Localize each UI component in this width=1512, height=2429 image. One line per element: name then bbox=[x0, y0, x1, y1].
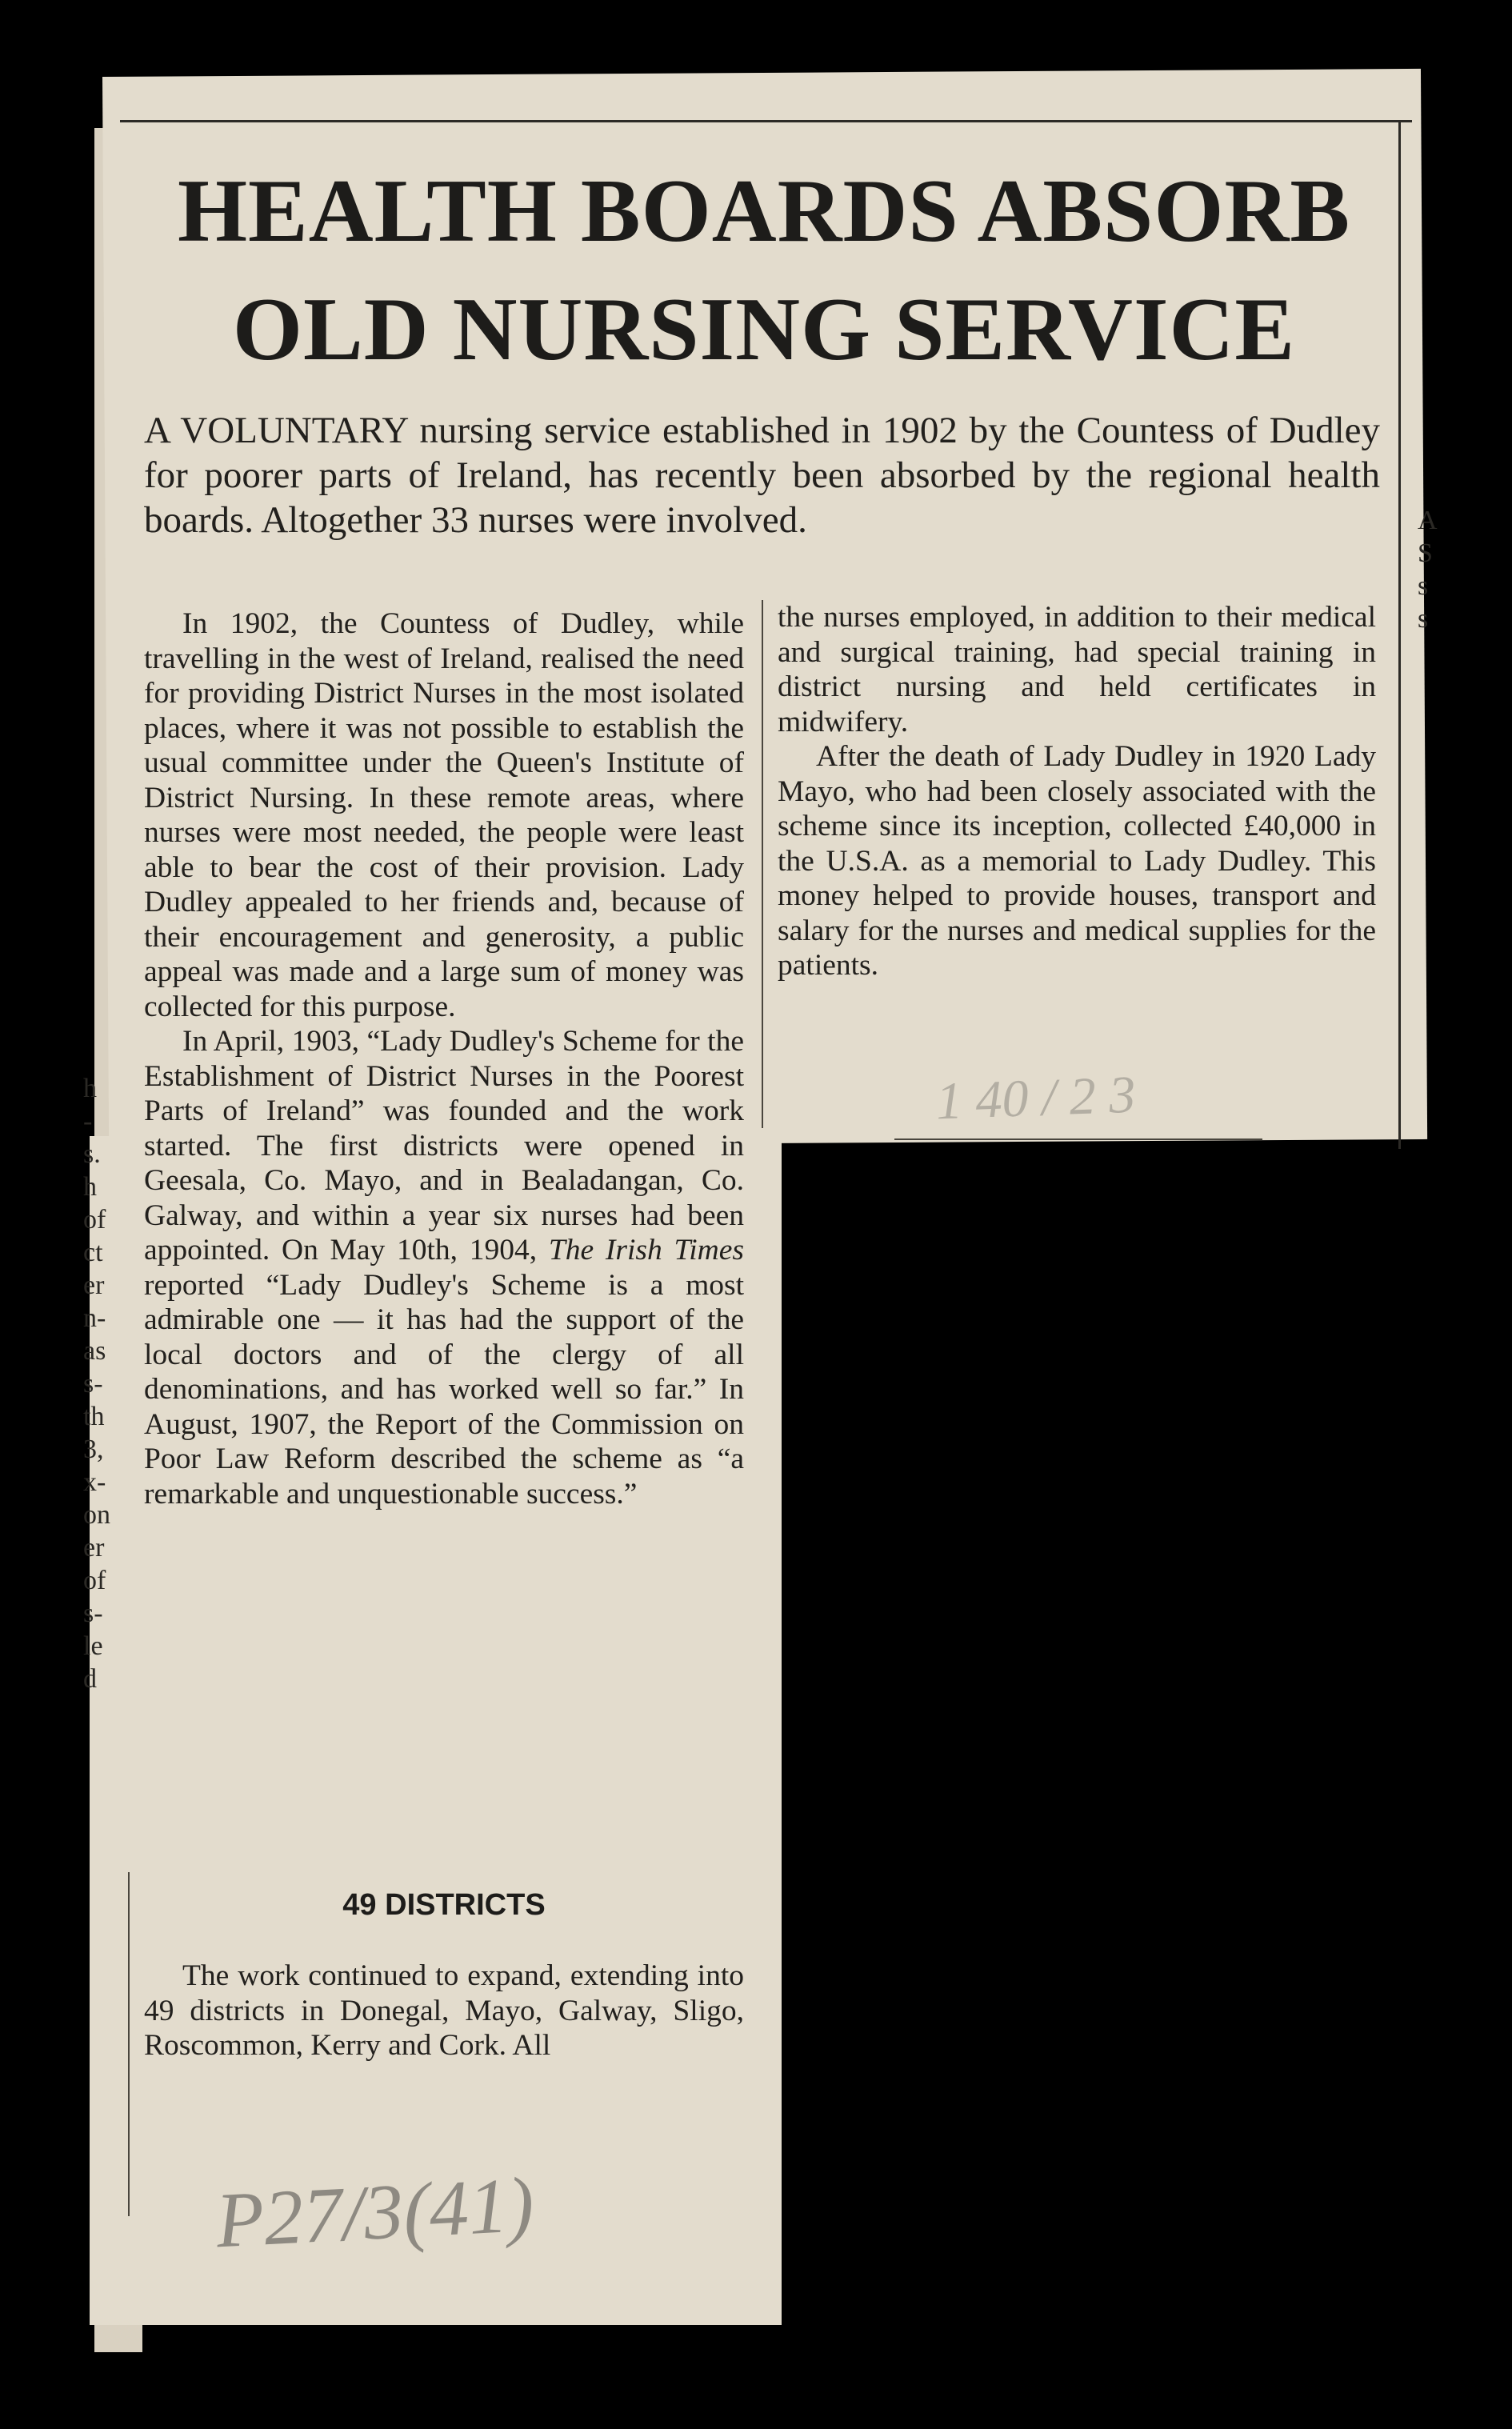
paragraph-2 bbox=[144, 1024, 744, 1511]
margin-fragment: of bbox=[83, 1205, 106, 1235]
margin-fragment: er bbox=[83, 1533, 105, 1563]
end-rule bbox=[894, 1138, 1262, 1140]
paragraph-3: The work continued to expand, extending into 49 districts in Donegal, Mayo, Galway, Sligo, Roscommon, Kerry and Cork. All bbox=[144, 1959, 744, 2062]
archive-reference-handwriting: P27/3(41) bbox=[214, 2161, 536, 2265]
headline-line-2: OLD NURSING SERVICE bbox=[232, 280, 1296, 379]
subheading: 49 DISTRICTS bbox=[342, 1888, 546, 1922]
margin-fragment: - bbox=[83, 1106, 93, 1136]
margin-fragment: s bbox=[1418, 604, 1429, 634]
margin-fragment: s. bbox=[83, 1139, 101, 1169]
margin-fragment: s- bbox=[83, 1599, 103, 1628]
left-margin-fragments bbox=[83, 1072, 115, 1695]
margin-fragment: n- bbox=[83, 1303, 106, 1333]
headline-line-1: HEALTH BOARDS ABSORB bbox=[177, 162, 1351, 261]
margin-fragment: x- bbox=[83, 1467, 106, 1497]
left-column bbox=[144, 606, 744, 1511]
margin-fragment: as bbox=[83, 1336, 106, 1366]
paragraph-5: After the death of Lady Dudley in 1920 Lady Mayo, who had been closely associated with the scheme since its inception, collected £40,000 in the U.S.A. as a memorial to Lady Dudley. This money helped to provide houses, transport and salary for the nurses and medical supplies for the patients. bbox=[778, 740, 1376, 982]
margin-fragment: ct bbox=[83, 1238, 103, 1267]
lead-paragraph: A VOLUNTARY nursing service established in 1902 by the Countess of Dudley for poorer parts of Ireland, has recently been absorbed by the regional health boards. Altogether 33 nurses were involved. bbox=[144, 410, 1380, 541]
paragraph-1: In 1902, the Countess of Dudley, while travelling in the west of Ireland, realised the need for providing District Nurses in the most isolated places, where it was not possible to establish the usual committee under the Queen's Institute of District Nursing. In these remote areas, where nurses were most needed, the people were least able to bear the cost of their provision. Lady Dudley appealed to her friends and, because of their encouragement and generosity, a public appeal was made and a large sum of money was collected for this purpose. bbox=[144, 607, 744, 1023]
paragraph-4: the nurses employed, in addition to their medical and surgical training, had special training in district nursing and held certificates in midwifery. bbox=[778, 601, 1376, 738]
left-column-rule bbox=[128, 1872, 130, 2216]
margin-fragment: h bbox=[83, 1074, 97, 1103]
margin-fragment: 3, bbox=[83, 1435, 104, 1464]
right-column bbox=[778, 600, 1376, 983]
margin-fragment: S bbox=[1418, 538, 1433, 568]
margin-fragment: A bbox=[1418, 506, 1438, 535]
margin-fragment: on bbox=[83, 1500, 110, 1530]
column-rule bbox=[762, 600, 763, 1128]
headline bbox=[128, 152, 1400, 389]
margin-fragment: s- bbox=[83, 1369, 103, 1399]
left-column-continued bbox=[144, 1959, 744, 2063]
right-margin-fragments bbox=[1418, 504, 1438, 635]
margin-fragment: h bbox=[83, 1172, 97, 1202]
margin-fragment: er bbox=[83, 1271, 105, 1300]
margin-fragment: th bbox=[83, 1402, 105, 1431]
newspaper-title: The Irish Times bbox=[548, 1234, 744, 1267]
margin-fragment: le bbox=[83, 1631, 103, 1661]
paragraph-2-text-b: reported “Lady Dudley's Scheme is a most admirable one — it has had the support of the local doctors and of the clergy of all denominations, and has worked well so far.” In August, 1907, the Report of the Commission on Poor Law Reform described the scheme as “a remarkable and unquestionable success.” bbox=[144, 1268, 744, 1511]
top-rule bbox=[120, 120, 1412, 122]
margin-fragment: d bbox=[83, 1664, 97, 1694]
margin-fragment: s bbox=[1418, 571, 1429, 601]
faint-pencil-note: 1 40 / 2 3 bbox=[934, 1065, 1137, 1131]
margin-fragment: of bbox=[83, 1566, 106, 1595]
paragraph-2-text-a: In April, 1903, “Lady Dudley's Scheme for the Establishment of District Nurses in the Poorest Parts of Ireland” was founded and the work started. The first districts were opened in Geesala, Co. Mayo, and in Bealadangan, Co. Galway, and within a year six nurses had been appointed. On May 10th, 1904, bbox=[144, 1025, 744, 1267]
